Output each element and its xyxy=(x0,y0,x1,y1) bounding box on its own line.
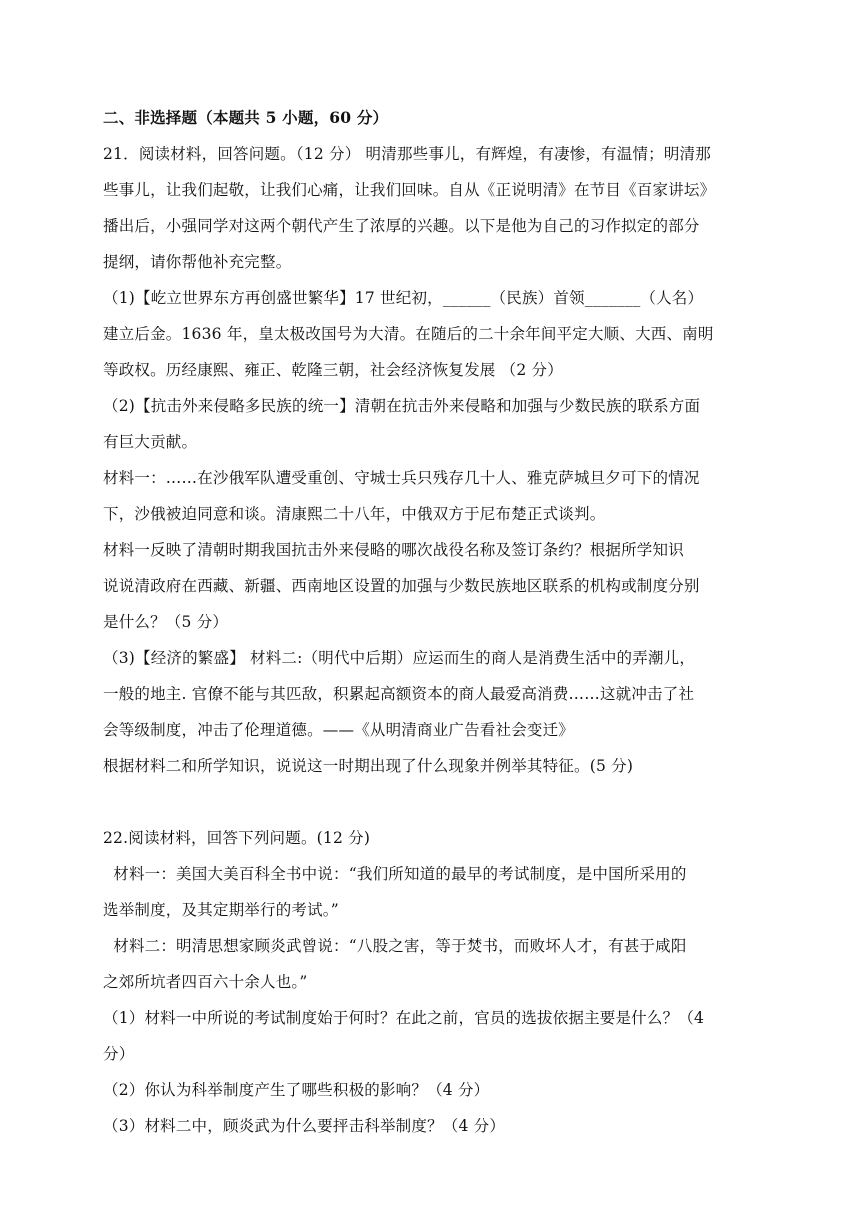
q21-line: 播出后，小强同学对这两个朝代产生了浓厚的兴趣。以下是他为自己的习作拟定的部分 xyxy=(103,217,700,235)
q21-line: 21．阅读材料，回答问题。（12 分） 明清那些事儿，有辉煌，有凄惨，有温情；明清那 xyxy=(103,145,711,163)
q21-subquestion-3: （3)【经济的繁盛】 材料二:（明代中后期）应运而生的商人是消费生活中的弄潮儿， xyxy=(103,649,696,667)
q22-subquestion-2: （2）你认为科举制度产生了哪些积极的影响？（4 分） xyxy=(103,1081,490,1099)
q21-line: 有巨大贡献。 xyxy=(103,433,198,451)
q22-material-2: 材料二：明清思想家顾炎武曾说：“八股之害，等于焚书，而败坏人才，有甚于咸阳 xyxy=(103,937,687,955)
q21-line: 一般的地主. 官僚不能与其匹敌，积累起高额资本的商人最爱高消费……这就冲击了社 xyxy=(103,685,695,703)
q22-line: 之郊所坑者四百六十余人也。” xyxy=(103,973,308,991)
q22-line: 选举制度，及其定期举行的考试。” xyxy=(103,901,339,919)
q21-material-1: 材料一：……在沙俄军队遭受重创、守城士兵只残存几十人、雅克萨城旦夕可下的情况 xyxy=(103,469,700,487)
q21-subquestion-2: （2)【抗击外来侵略多民族的统一】清朝在抗击外来侵略和加强与少数民族的联系方面 xyxy=(103,397,701,415)
q22-material-1: 材料一：美国大美百科全书中说：“我们所知道的最早的考试制度，是中国所采用的 xyxy=(103,865,687,883)
q21-line: 说说清政府在西藏、新疆、西南地区设置的加强与少数民族地区联系的机构或制度分别 xyxy=(103,577,700,595)
q21-line: 会等级制度，冲击了伦理道德。——《从明清商业广告看社会变迁》 xyxy=(103,721,575,739)
q21-line: 建立后金。1636 年，皇太极改国号为大清。在随后的二十余年间平定大顺、大西、南明 xyxy=(103,325,714,343)
q22-title: 22.阅读材料，回答下列问题。(12 分) xyxy=(103,829,371,847)
q21-line: 是什么？（5 分） xyxy=(103,613,229,631)
section-title: 二、非选择题（本题共 5 小题，60 分） xyxy=(103,108,389,127)
q22-line: 分） xyxy=(103,1045,135,1063)
q22-subquestion-1: （1）材料一中所说的考试制度始于何时？在此之前，官员的选拔依据主要是什么？（4 xyxy=(103,1009,705,1027)
q21-line: 材料一反映了清朝时期我国抗击外来侵略的哪次战役名称及签订条约？根据所学知识 xyxy=(103,541,684,559)
q21-line: 根据材料二和所学知识，说说这一时期出现了什么现象并例举其特征。(5 分) xyxy=(103,757,634,775)
q22-subquestion-3: （3）材料二中，顾炎武为什么要抨击科举制度？（4 分） xyxy=(103,1117,506,1135)
q21-line: 些事儿，让我们起敬，让我们心痛，让我们回味。自从《正说明清》在节目《百家讲坛》 xyxy=(103,181,716,199)
q21-line: 提纲，请你帮他补充完整。 xyxy=(103,253,292,271)
q21-line: 等政权。历经康熙、雍正、乾隆三朝，社会经济恢复发展 （2 分） xyxy=(103,361,563,379)
q21-line: 下，沙俄被迫同意和谈。清康熙二十八年，中俄双方于尼布楚正式谈判。 xyxy=(103,505,606,523)
q21-subquestion-1: （1)【屹立世界东方再创盛世繁华】17 世纪初，______（民族）首领_______（人名） xyxy=(103,289,704,307)
